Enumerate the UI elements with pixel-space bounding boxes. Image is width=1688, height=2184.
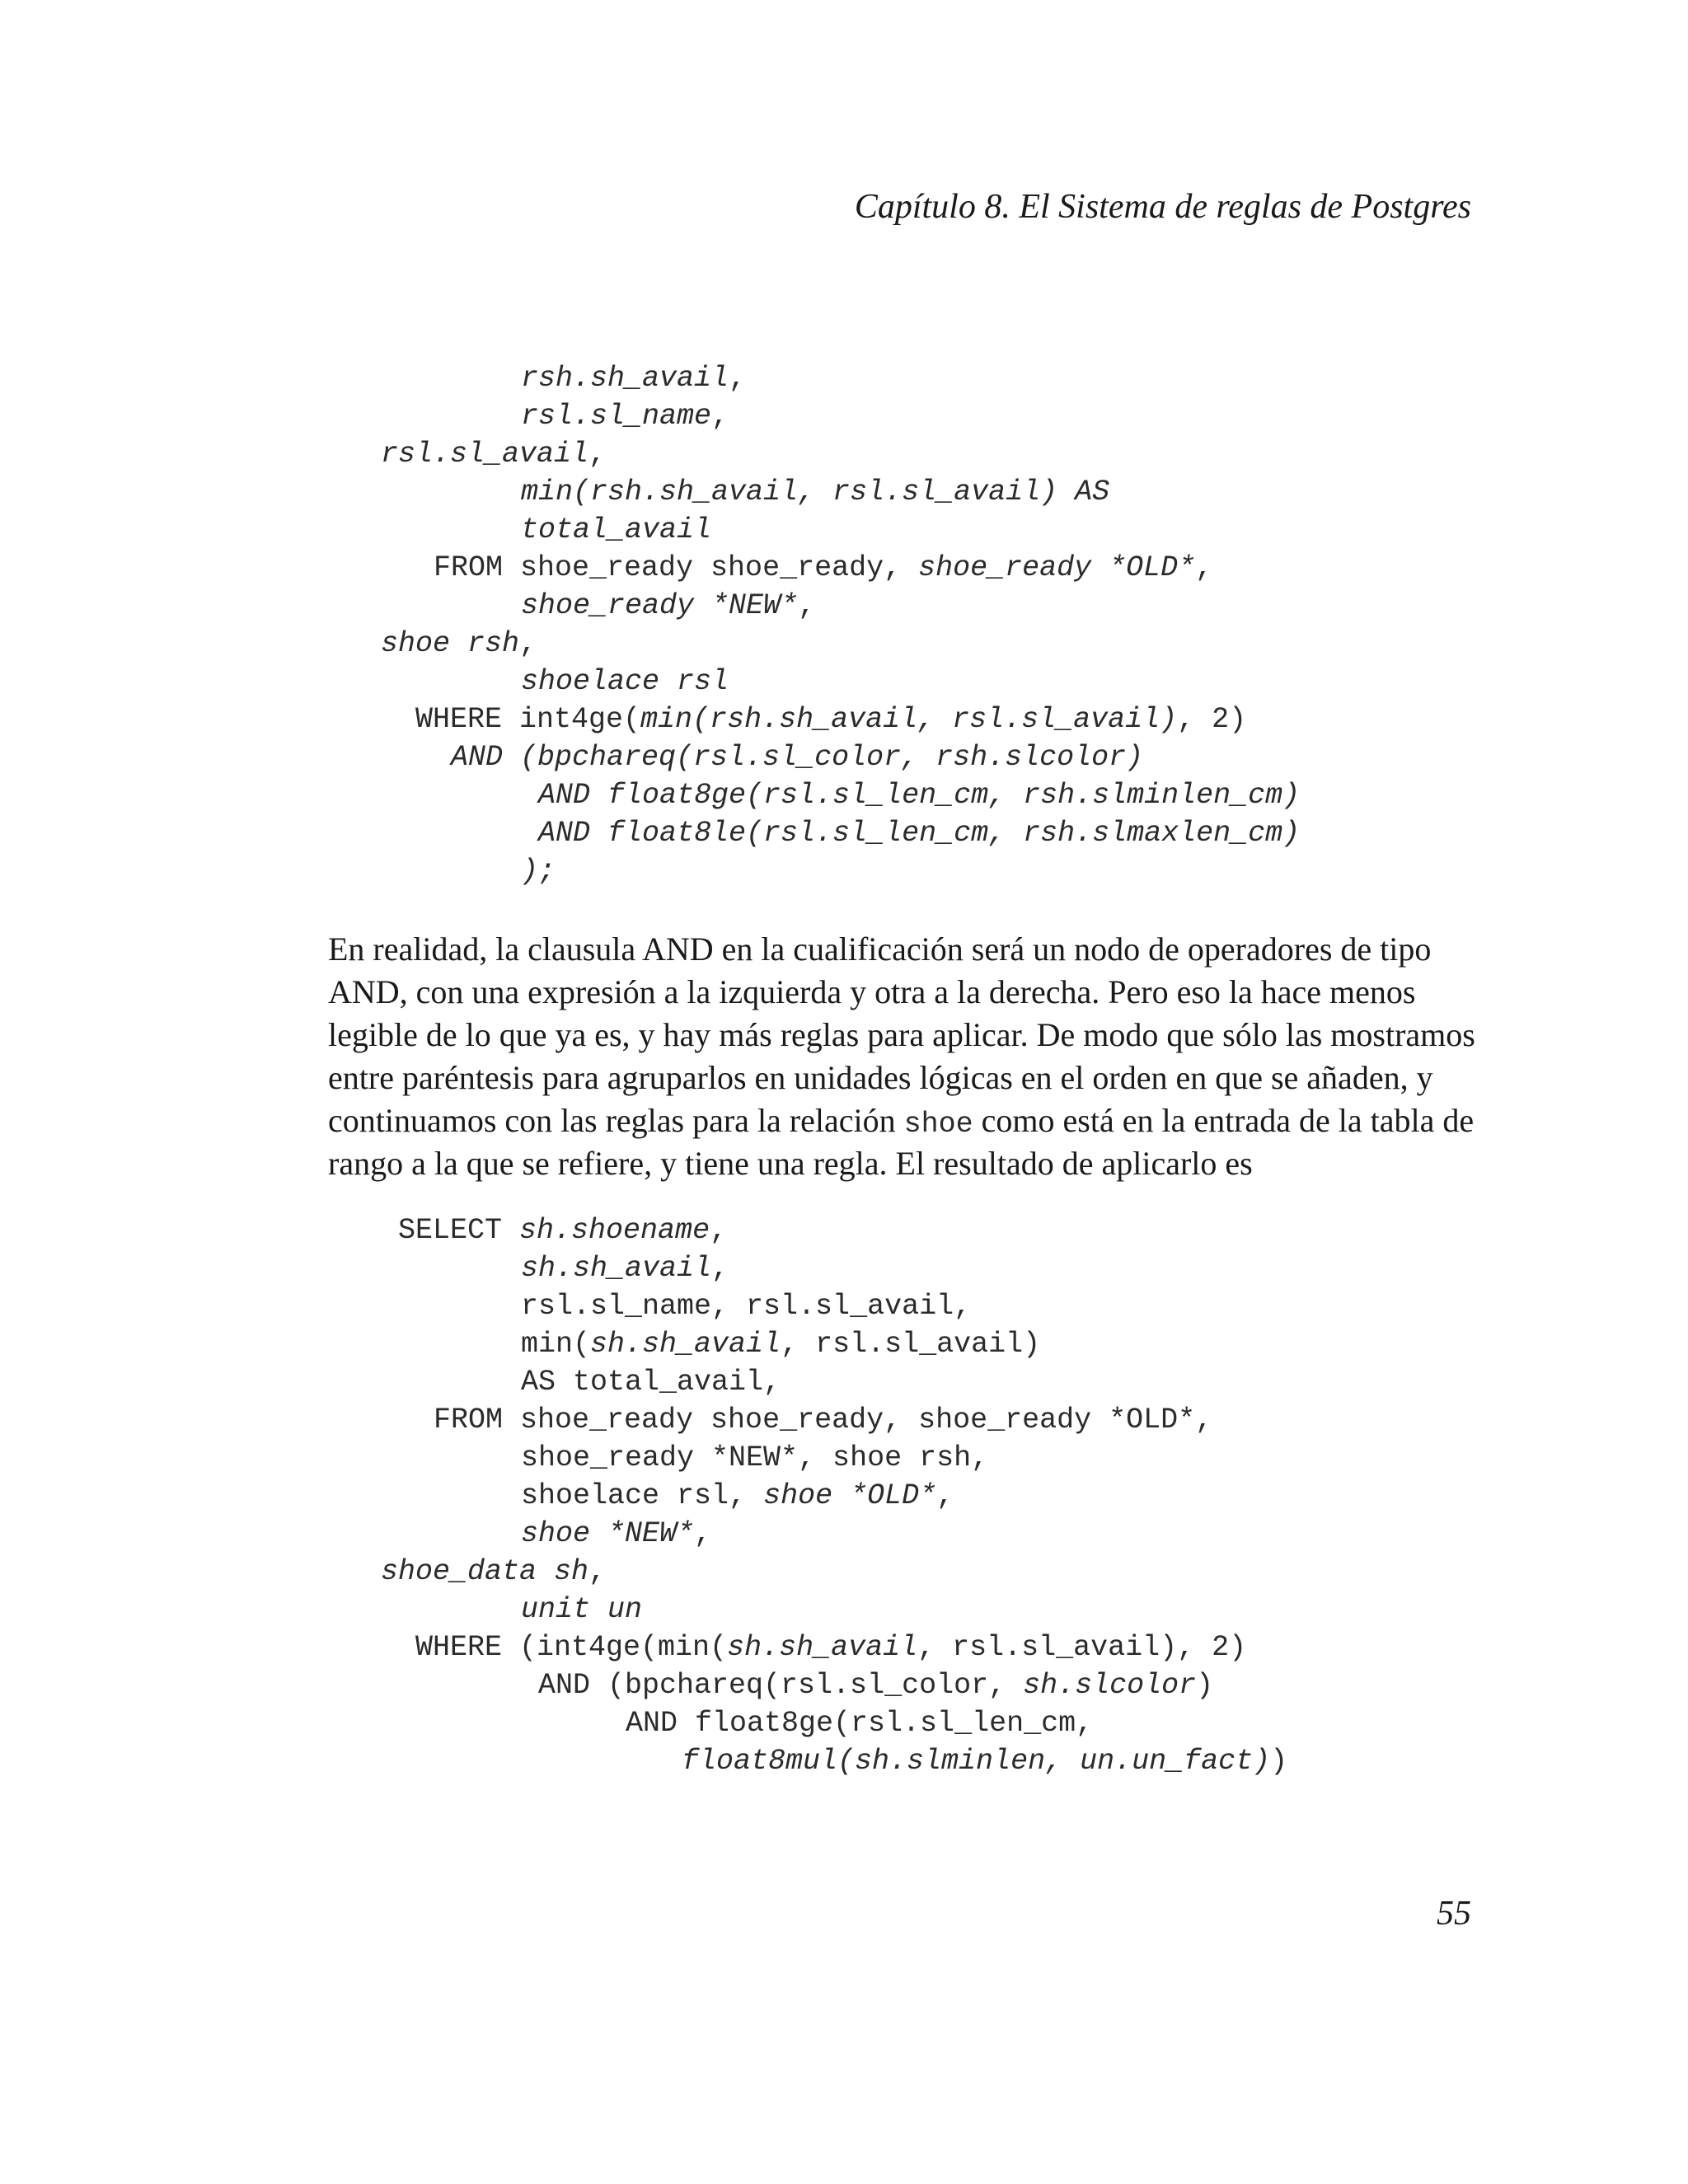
code-line	[451, 738, 1143, 776]
code-line	[381, 625, 537, 663]
text-run: sh.sh_avail	[590, 1328, 781, 1361]
text-run: AND float8le(rsl.sl_len_cm, rsh.slmaxlen_cm)	[538, 817, 1301, 850]
text-run: unit un	[521, 1593, 643, 1626]
text-run: , rsl.sl_avail)	[781, 1328, 1041, 1361]
code-line	[521, 397, 729, 435]
code-line	[538, 1666, 1213, 1704]
code-line	[538, 776, 1300, 814]
text-run: total_avail	[521, 513, 712, 546]
text-run: shoe_ready *NEW*	[521, 589, 799, 622]
text-run: min(	[521, 1328, 591, 1361]
text-run: shoelace rsl,	[521, 1479, 764, 1512]
text-run: WHERE int4ge(	[415, 703, 641, 736]
text-run: rsh.sh_avail	[521, 362, 729, 395]
text-run: shoe_ready *NEW*, shoe rsh,	[521, 1441, 989, 1474]
text-run: , 2)	[1177, 703, 1247, 736]
code-line	[381, 435, 606, 473]
code-line	[521, 1477, 954, 1515]
text-run: ,	[694, 1517, 712, 1550]
text-run: ,	[711, 1252, 729, 1285]
paragraph-line	[328, 971, 1482, 1014]
code-line	[682, 1742, 1287, 1780]
code-line	[398, 1212, 727, 1249]
text-run: continuamos con las reglas para la relación	[328, 1102, 904, 1139]
code-line	[521, 852, 556, 890]
text-run: ,	[588, 1555, 607, 1588]
text-run: ,	[711, 400, 729, 433]
text-run: sh.shoename	[519, 1214, 710, 1247]
paragraph-line	[328, 1142, 1482, 1185]
text-run: )	[1196, 1669, 1214, 1702]
text-run: shoe_data sh	[381, 1555, 589, 1588]
text-run: shoe rsh	[381, 627, 520, 660]
code-line	[521, 1515, 711, 1553]
text-run: ,	[588, 438, 607, 471]
text-run: , rsl.sl_avail), 2)	[917, 1631, 1247, 1664]
code-line	[521, 1249, 729, 1287]
text-run: legible de lo que ya es, y hay más reglas para aplicar. De modo que sólo las mostramos	[328, 1016, 1475, 1053]
text-run: FROM shoe_ready shoe_ready, shoe_ready *OLD*,	[434, 1404, 1213, 1436]
paragraph-line	[328, 928, 1482, 971]
code-line	[521, 1363, 781, 1401]
text-run: ,	[729, 362, 747, 395]
text-run: AS total_avail,	[521, 1366, 781, 1399]
code-line	[521, 511, 711, 549]
text-run: AND (bpchareq(rsl.sl_color,	[538, 1669, 1024, 1702]
text-run: sh.slcolor	[1023, 1669, 1197, 1702]
code-line	[521, 473, 1109, 511]
code-line	[521, 359, 746, 397]
code-line	[415, 1629, 1246, 1666]
text-run: ,	[936, 1479, 954, 1512]
text-run: SELECT	[398, 1214, 520, 1247]
code-line	[434, 549, 1212, 587]
code-line	[626, 1704, 1093, 1742]
code-line	[521, 663, 729, 701]
text-run: FROM shoe_ready shoe_ready,	[434, 551, 919, 584]
code-line	[434, 1401, 1212, 1439]
page-number: 55	[1437, 1895, 1471, 1933]
body-paragraph	[328, 928, 1482, 1185]
text-run: entre paréntesis para agruparlos en unidades lógicas en el orden en que se añaden, y	[328, 1059, 1433, 1096]
code-line	[521, 1591, 642, 1629]
text-run: float8mul(sh.slminlen, un.un_fact)	[682, 1745, 1271, 1778]
code-line	[381, 1553, 606, 1591]
text-run: ,	[1195, 551, 1213, 584]
text-run: rsl.sl_name, rsl.sl_avail,	[521, 1290, 972, 1323]
text-run: como está en la entrada de la tabla de	[973, 1102, 1475, 1139]
text-run: )	[1270, 1745, 1288, 1778]
text-run: min(rsh.sh_avail, rsl.sl_avail) AS	[521, 476, 1110, 509]
code-line	[538, 814, 1300, 852]
text-run: AND, con una expresión a la izquierda y otra a la derecha. Pero eso la hace menos	[328, 973, 1416, 1010]
running-header: Capítulo 8. El Sistema de reglas de Postgres	[854, 188, 1471, 226]
paragraph-line	[328, 1057, 1482, 1099]
text-run: sh.sh_avail	[727, 1631, 918, 1664]
code-line	[521, 1325, 1040, 1363]
text-run: En realidad, la clausula AND en la cualificación será un nodo de operadores de tipo	[328, 930, 1432, 968]
text-run: rsl.sl_avail	[381, 438, 589, 471]
text-run: AND float8ge(rsl.sl_len_cm,	[626, 1707, 1094, 1740]
text-run: sh.sh_avail	[521, 1252, 712, 1285]
code-line	[521, 1287, 971, 1325]
text-run: rsl.sl_name	[521, 400, 712, 433]
text-run: shoe *OLD*	[763, 1479, 937, 1512]
code-line	[521, 587, 815, 625]
text-run: rango a la que se refiere, y tiene una regla. El resultado de aplicarlo es	[328, 1145, 1253, 1182]
text-run: AND (bpchareq(rsl.sl_color, rsh.slcolor)	[451, 741, 1144, 774]
text-run: shoelace rsl	[521, 665, 729, 698]
text-run: AND float8ge(rsl.sl_len_cm, rsh.slminlen_cm)	[538, 779, 1301, 812]
text-run: ,	[519, 627, 537, 660]
paragraph-line	[328, 1014, 1482, 1057]
text-run: min(rsh.sh_avail, rsl.sl_avail)	[640, 703, 1178, 736]
text-run: ,	[710, 1214, 728, 1247]
inline-code: shoe	[903, 1108, 973, 1141]
text-run: ,	[798, 589, 816, 622]
code-line	[415, 701, 1246, 738]
text-run: shoe_ready *OLD*	[918, 551, 1196, 584]
text-run: WHERE (int4ge(min(	[415, 1631, 728, 1664]
text-run: );	[521, 855, 556, 888]
text-run: shoe *NEW*	[521, 1517, 695, 1550]
paragraph-line	[328, 1099, 1482, 1142]
code-line	[521, 1439, 988, 1477]
